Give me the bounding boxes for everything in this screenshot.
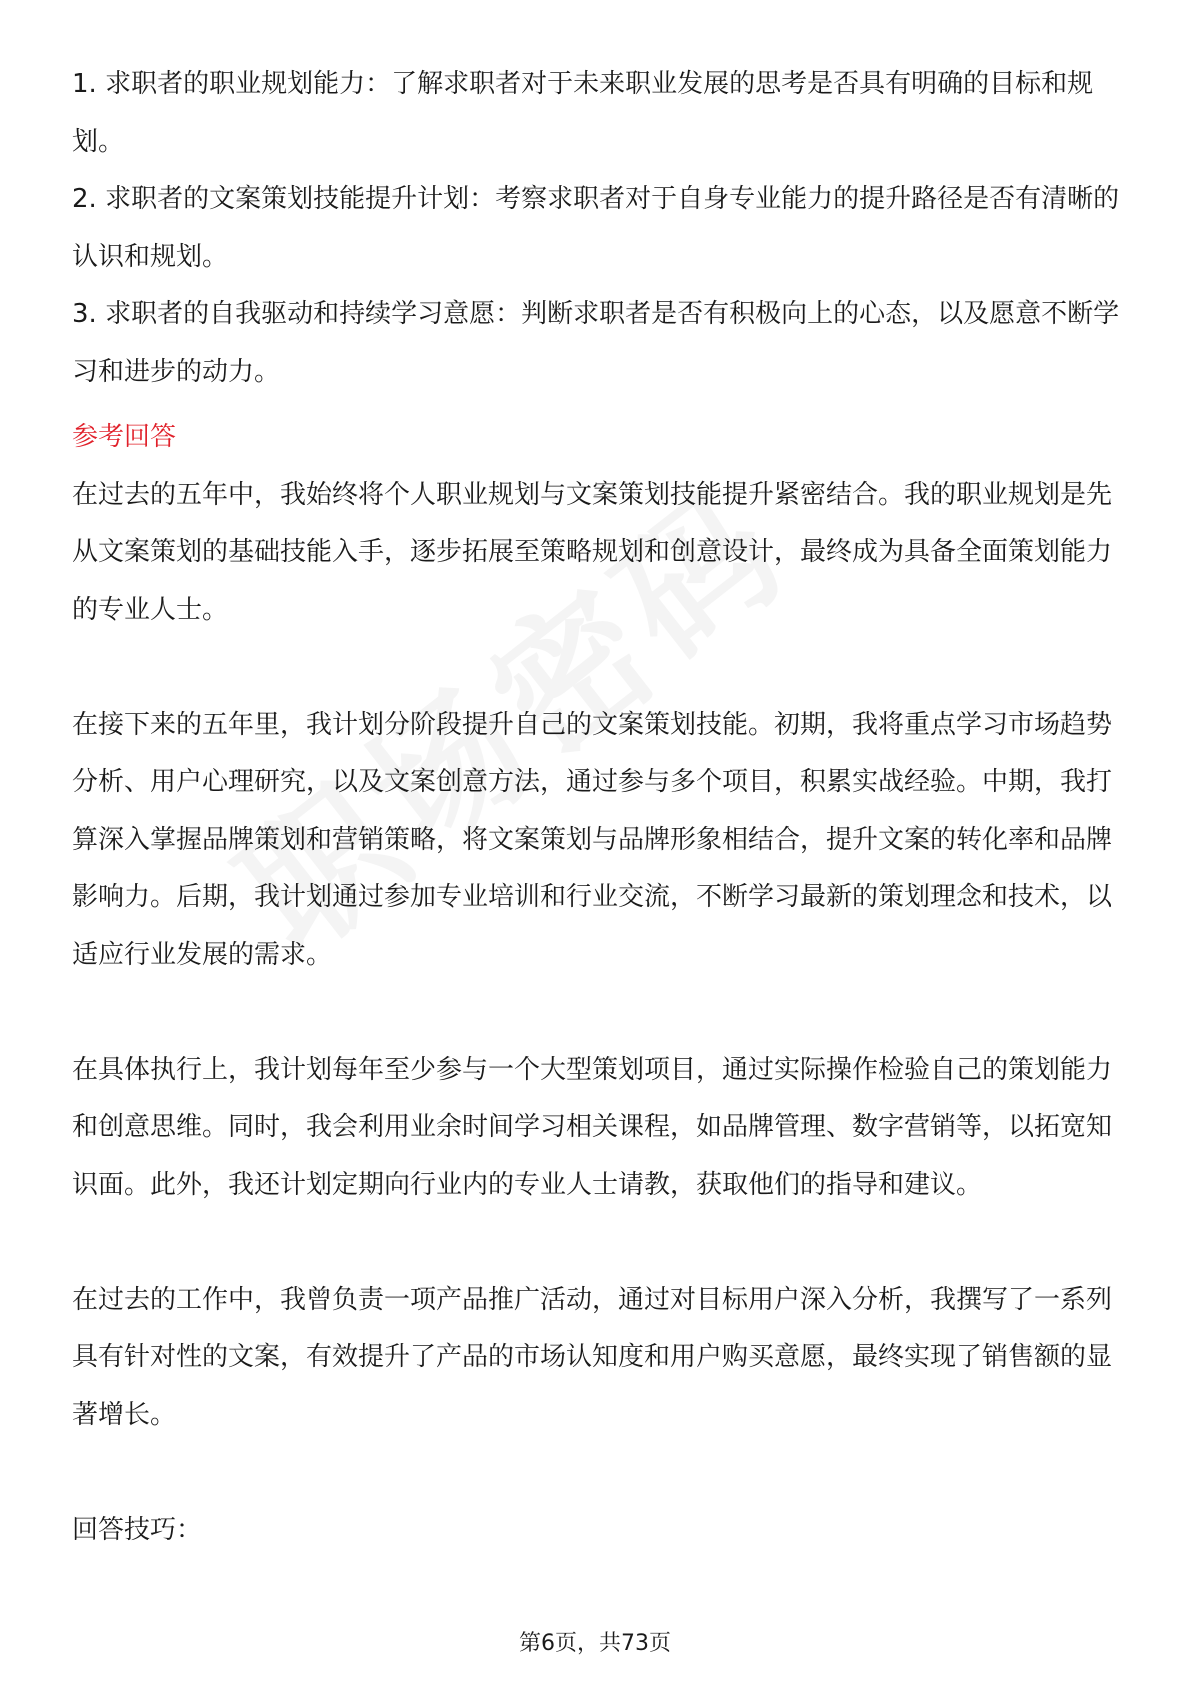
document-body bbox=[72, 56, 1122, 1559]
list-item: 2. 求职者的文案策划技能提升计划：考察求职者对于自身专业能力的提升路径是否有清晰的认识和规划。 bbox=[72, 184, 1120, 272]
paragraph: 在过去的五年中，我始终将个人职业规划与文案策划技能提升紧密结合。我的职业规划是先从文案策划的基础技能入手，逐步拓展至策略规划和创意设计，最终成为具备全面策划能力的专业人士。 bbox=[72, 479, 1113, 625]
answer-heading: 参考回答 bbox=[72, 422, 177, 452]
tips-heading: 回答技巧： bbox=[72, 1514, 203, 1545]
paragraph: 在具体执行上，我计划每年至少参与一个大型策划项目，通过实际操作检验自己的策划能力和创意思维。同时，我会利用业余时间学习相关课程，如品牌管理、数字营销等，以拓宽知识面。此外，我还计划定期向行业内的专业人士请教，获取他们的指导和建议。 bbox=[72, 1054, 1113, 1200]
paragraph: 在过去的工作中，我曾负责一项产品推广活动，通过对目标用户深入分析，我撰写了一系列具有针对性的文案，有效提升了产品的市场认知度和用户购买意愿，最终实现了销售额的显著增长。 bbox=[72, 1284, 1113, 1430]
list-item: 3. 求职者的自我驱动和持续学习意愿：判断求职者是否有积极向上的心态，以及愿意不断学习和进步的动力。 bbox=[72, 299, 1120, 387]
page-footer: 第6页，共73页 bbox=[519, 1631, 671, 1656]
paragraph: 在接下来的五年里，我计划分阶段提升自己的文案策划技能。初期，我将重点学习市场趋势分析、用户心理研究，以及文案创意方法，通过参与多个项目，积累实战经验。中期，我打算深入掌握品牌策划和营销策略，将文案策划与品牌形象相结合，提升文案的转化率和品牌影响力。后期，我计划通过参加专业培训和行业交流，不断学习最新的策划理念和技术，以适应行业发展的需求。 bbox=[72, 709, 1113, 970]
list-item: 1. 求职者的职业规划能力：了解求职者对于未来职业发展的思考是否具有明确的目标和规划。 bbox=[72, 69, 1094, 157]
